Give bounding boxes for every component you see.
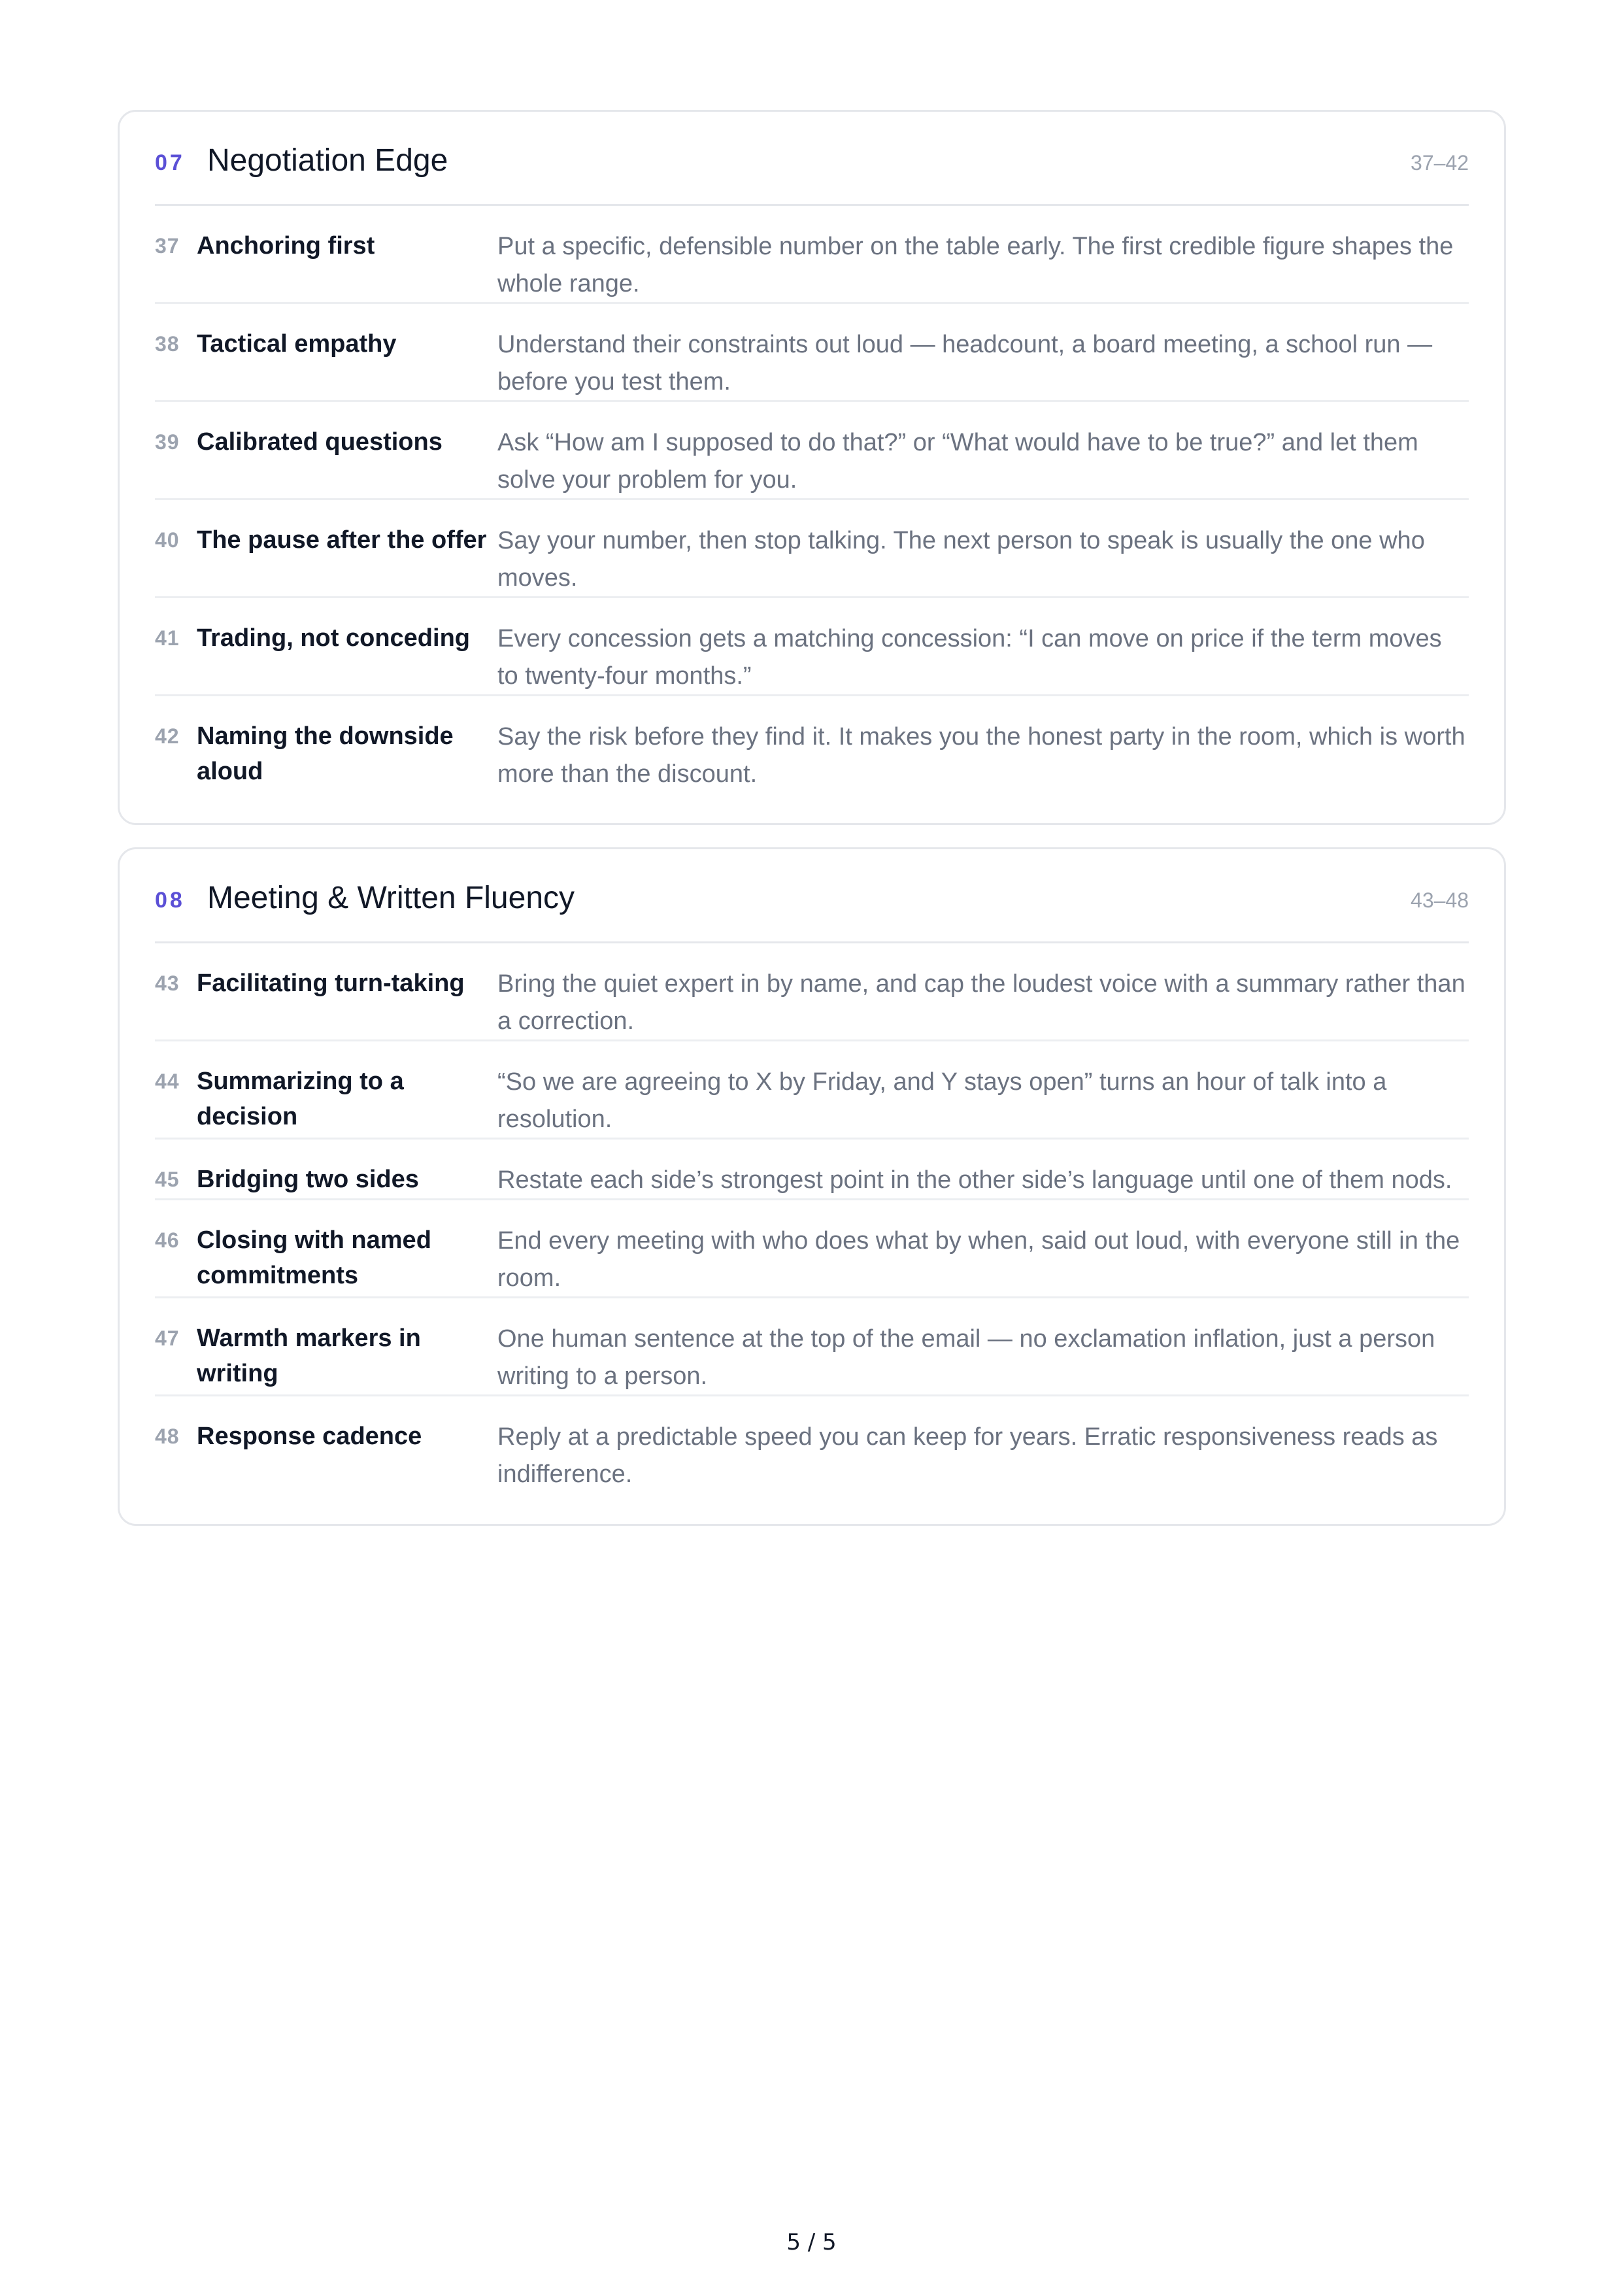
item-term: Response cadence <box>197 1423 422 1450</box>
item-description: “So we are agreeing to X by Friday, and Y stays open” turns an hour of talk into a resolution. <box>497 1068 1387 1133</box>
item-description: Restate each side’s strongest point in the other side’s language until one of them nods. <box>497 1166 1452 1194</box>
item-number: 38 <box>155 332 180 356</box>
item-term: The pause after the offer <box>197 526 487 554</box>
list-item <box>155 402 1469 500</box>
section-header <box>155 112 1469 206</box>
item-number: 42 <box>155 724 180 748</box>
item-term: Trading, not conceding <box>197 624 470 652</box>
item-description: Reply at a predictable speed you can keep for years. Erratic responsiveness reads as indifference. <box>497 1423 1438 1488</box>
item-term: Anchoring first <box>197 232 375 260</box>
item-term: Tactical empathy <box>197 330 397 358</box>
list-item <box>155 696 1469 794</box>
item-term: Bridging two sides <box>197 1166 419 1193</box>
item-number: 45 <box>155 1168 180 1191</box>
item-term: Facilitating turn-taking <box>197 970 465 997</box>
item-number: 39 <box>155 430 180 454</box>
list-item <box>155 1298 1469 1396</box>
section-number: 08 <box>155 888 185 913</box>
item-number: 48 <box>155 1425 180 1448</box>
item-number: 43 <box>155 971 180 995</box>
item-description: Say your number, then stop talking. The next person to speak is usually the one who moves. <box>497 527 1425 592</box>
item-description: Put a specific, defensible number on the table early. The first credible figure shapes the whole range. <box>497 233 1454 297</box>
item-number: 37 <box>155 234 180 258</box>
item-term: Summarizing to a decision <box>197 1068 404 1130</box>
item-number: 46 <box>155 1228 180 1252</box>
page-number: 5 / 5 <box>786 2229 837 2255</box>
item-term: Closing with named commitments <box>197 1226 431 1289</box>
item-number: 44 <box>155 1070 180 1093</box>
section-range: 37–42 <box>1411 151 1469 175</box>
section-header <box>155 849 1469 943</box>
list-item <box>155 943 1469 1041</box>
list-item <box>155 206 1469 304</box>
item-term: Naming the downside aloud <box>197 722 454 785</box>
item-description: Say the risk before they find it. It makes you the honest party in the room, which is worth more than the discount. <box>497 723 1465 788</box>
section-title: Meeting & Written Fluency <box>207 881 575 915</box>
list-item <box>155 1396 1469 1494</box>
item-description: End every meeting with who does what by when, said out loud, with everyone still in the room. <box>497 1227 1460 1292</box>
section-title: Negotiation Edge <box>207 143 448 178</box>
section-number: 07 <box>155 150 185 175</box>
item-term: Calibrated questions <box>197 428 443 456</box>
list-item <box>155 1140 1469 1200</box>
item-description: Understand their constraints out loud — headcount, a board meeting, a school run — before you test them. <box>497 331 1433 396</box>
list-item <box>155 598 1469 696</box>
list-item <box>155 1041 1469 1140</box>
list-item <box>155 500 1469 598</box>
item-description: Every concession gets a matching concession: “I can move on price if the term moves to twenty-four months.” <box>497 625 1442 690</box>
item-number: 40 <box>155 528 180 552</box>
item-description: Ask “How am I supposed to do that?” or “What would have to be true?” and let them solve your problem for you. <box>497 429 1418 494</box>
section-range: 43–48 <box>1411 888 1469 912</box>
section-card-meeting-written-fluency <box>118 847 1506 1526</box>
item-description: One human sentence at the top of the email — no exclamation inflation, just a person writing to a person. <box>497 1325 1435 1390</box>
list-item <box>155 1200 1469 1298</box>
list-item <box>155 304 1469 402</box>
item-number: 47 <box>155 1326 180 1350</box>
item-description: Bring the quiet expert in by name, and cap the loudest voice with a summary rather than a correction. <box>497 970 1465 1035</box>
section-card-negotiation-edge <box>118 110 1506 825</box>
item-number: 41 <box>155 626 180 650</box>
item-term: Warmth markers in writing <box>197 1325 421 1387</box>
